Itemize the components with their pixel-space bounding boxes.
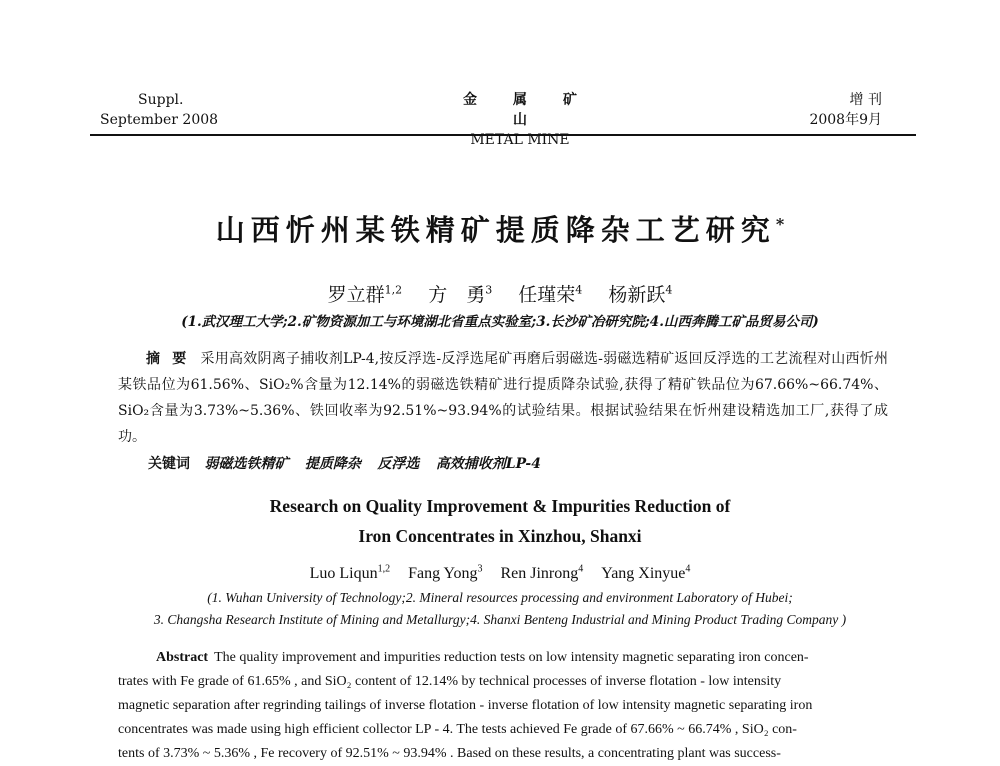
author-cn: 罗立群$^{1,2}$ — [327, 283, 403, 306]
abstract-en-line: magnetic separation after regrinding tailings of inverse flotation - inverse flotation of low intensity magnetic separating iron — [118, 698, 813, 713]
keywords-cn — [148, 453, 553, 473]
paper-title-en-line1: Research on Quality Improvement & Impurities Reduction of — [269, 496, 731, 516]
abstract-cn — [118, 346, 888, 450]
author-cn: 方 勇$^3$ — [428, 283, 493, 306]
affiliations-cn: (1.武汉理工大学;2.矿物资源加工与环境湖北省重点实验室;3.长沙矿冶研究院;4.山西奔腾工矿品贸易公司) — [181, 314, 819, 330]
author-en: Fang Yong$^3$ — [408, 564, 483, 583]
header-date-en: September 2008 — [100, 112, 219, 128]
abstract-en-label: Abstract — [156, 650, 209, 665]
abstract-en-line: tents of 3.73% ~ 5.36% , Fe recovery of 92.51% ~ 93.94% . Based on these results, a concentrating plant was success- — [118, 746, 781, 761]
title-footnote-mark: * — [775, 214, 785, 234]
journal-name-en: METAL MINE — [470, 132, 570, 148]
abstract-en-line: concentrates was made using high efficient collector LP - 4. The tests achieved Fe grade of 67.66% ~ 66.74% , SiO₂ con- — [118, 722, 797, 737]
title-cn-text: 山西忻州某铁精矿提质降杂工艺研究 — [215, 213, 776, 247]
header-journal-name — [420, 90, 620, 150]
abstract-en-line: trates with Fe grade of 61.65% , and SiO₂ content of 12.14% by technical processes of inverse flotation - low intensity — [118, 674, 782, 689]
author-cn: 杨新跃$^4$ — [608, 283, 673, 306]
keywords-cn-label: 关键词 — [148, 456, 190, 472]
keyword: 弱磁选铁精矿 — [204, 456, 289, 472]
header-suppl: Suppl. — [138, 92, 184, 108]
paper-title-cn — [0, 208, 1000, 249]
author-list-en — [0, 564, 1000, 583]
author-en: Ren Jinrong$^4$ — [500, 564, 584, 583]
author-cn: 任瑾荣$^4$ — [518, 283, 583, 306]
abstract-cn-label: 摘要 — [146, 351, 199, 367]
author-list-cn — [0, 280, 1000, 307]
affiliations-en-line2: 3. Changsha Research Institute of Mining and Metallurgy;4. Shanxi Benteng Industrial and Mining Product Trading Company ) — [153, 612, 847, 627]
journal-name-cn: 金属矿山 — [463, 92, 613, 128]
header-issue-info-cn — [809, 90, 882, 130]
affiliations-en-line1: (1. Wuhan University of Technology;2. Mineral resources processing and environment Laboratory of Hubei; — [207, 590, 793, 605]
keyword: 高效捕收剂LP-4 — [435, 456, 541, 472]
abstract-en-line: Abstract The quality improvement and impurities reduction tests on low intensity magnetic separating iron concen- — [156, 650, 809, 665]
paper-title-en-line2: Iron Concentrates in Xinzhou, Shanxi — [358, 526, 642, 546]
header-rule — [90, 134, 916, 136]
abstract-cn-text: 采用高效阴离子捕收剂LP-4,按反浮选-反浮选尾矿再磨后弱磁选-弱磁选精矿返回反浮选的工艺流程对山西忻州某铁品位为61.56%、SiO₂%含量为12.14%的弱磁选铁精矿进行提质降杂试验,获得了精矿铁品位为67.66%~66.74%、SiO₂含量为3.73%~5.36%、铁回收率为92.51%~93.94%的试验结果。根据试验结果在忻州建设精选加工厂,获得了成功。 — [118, 351, 889, 445]
author-en: Yang Xinyue$^4$ — [601, 564, 691, 583]
keyword: 提质降杂 — [304, 456, 361, 472]
header-issue-info — [100, 90, 218, 130]
abstract-en — [118, 646, 880, 766]
header-date-cn: 2008年9月 — [809, 112, 882, 128]
author-en: Luo Liqun$^{1,2}$ — [309, 564, 391, 583]
keyword: 反浮选 — [377, 456, 420, 472]
header-supplement-cn: 增 刊 — [849, 92, 882, 108]
